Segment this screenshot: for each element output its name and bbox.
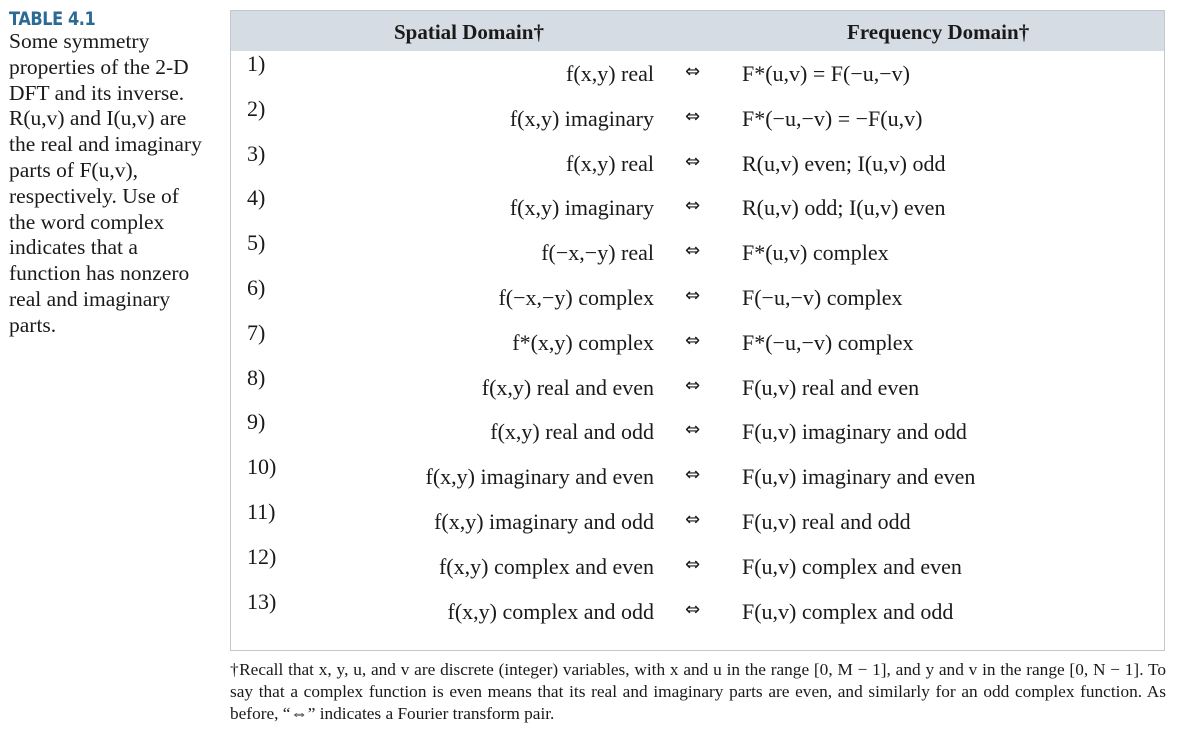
footnote: †Recall that x, y, u, and v are discrete (integer) variables, with x and u in the range [0, M − 1], and y and v in the range [0, N − 1]. To say that a complex function is even means that its real and imaginary parts are even, and similarly for an odd complex function. As before, “⇔” indicates a Fourier transform pair. [230, 660, 1166, 723]
transform-pair-arrow: ⇔ [685, 150, 701, 172]
transform-pair-arrow: ⇔ [685, 598, 701, 620]
spatial-cell: f(x,y) real and even [481, 374, 654, 400]
row-number: 9) [247, 409, 266, 435]
frequency-cell: F(u,v) real and odd [742, 509, 911, 534]
table-row [231, 275, 1164, 325]
frequency-cell: F(u,v) real and even [742, 374, 920, 400]
frequency-cell: R(u,v) odd; I(u,v) even [742, 195, 946, 221]
row-number: 12) [247, 543, 277, 569]
row-number: 3) [247, 140, 266, 166]
frequency-cell: F(u,v) complex and odd [742, 598, 954, 624]
table-row [231, 95, 1164, 146]
transform-pair-arrow: ⇔ [685, 419, 701, 441]
row-number: 2) [247, 95, 266, 121]
table-row [231, 319, 1164, 370]
spatial-cell: f(x,y) real and odd [490, 419, 654, 445]
header-frequency-domain: Frequency Domain† [847, 20, 1030, 44]
frequency-cell: F(u,v) imaginary and odd [742, 419, 967, 445]
spatial-cell: f(x,y) real [566, 150, 654, 176]
row-number: 1) [247, 51, 266, 76]
spatial-cell: f(−x,−y) real [541, 240, 654, 266]
transform-pair-arrow: ⇔ [685, 105, 701, 127]
table-row [231, 588, 1164, 639]
caption-text: Some symmetry properties of the 2-D DFT and its inverse. R(u,v) and I(u,v) are the real and imaginary parts of F(u,v), respectively. Use of the word complex indicates that a function has nonzero real and imaginary parts. [9, 29, 202, 337]
row-number: 13) [247, 588, 277, 614]
spatial-cell: f(x,y) imaginary [509, 195, 654, 221]
table-row [231, 543, 1164, 594]
frequency-cell: F(u,v) complex and even [742, 553, 962, 579]
table-row [231, 499, 1164, 549]
row-number: 10) [247, 454, 277, 480]
spatial-cell: f(x,y) imaginary and even [425, 464, 654, 490]
transform-pair-arrow: ⇔ [685, 195, 701, 217]
frequency-cell: F(−u,−v) complex [742, 285, 903, 310]
spatial-cell: f(x,y) complex and odd [447, 598, 654, 624]
transform-pair-arrow: ⇔ [685, 61, 701, 82]
table-row [231, 185, 1164, 235]
spatial-cell: f(x,y) imaginary [509, 105, 654, 131]
table-header [231, 11, 1164, 51]
table-caption [9, 8, 209, 339]
transform-pair-arrow: ⇔ [685, 553, 701, 575]
transform-pair-arrow: ⇔ [685, 464, 701, 486]
row-number: 8) [247, 364, 266, 390]
row-number: 7) [247, 319, 266, 345]
table-row [231, 230, 1164, 280]
row-number: 5) [247, 230, 266, 256]
header-spatial-domain: Spatial Domain† [394, 20, 544, 44]
table-row [231, 364, 1164, 415]
transform-pair-arrow: ⇔ [685, 240, 701, 262]
frequency-cell: F*(u,v) complex [742, 240, 889, 266]
spatial-cell: f*(x,y) complex [512, 329, 654, 355]
frequency-cell: F*(u,v) = F(−u,−v) [742, 61, 910, 86]
row-number: 4) [247, 185, 266, 211]
spatial-cell: f(x,y) real [566, 61, 654, 86]
spatial-cell: f(x,y) complex and even [438, 553, 654, 579]
row-number: 6) [247, 275, 266, 300]
transform-pair-arrow: ⇔ [685, 374, 701, 396]
spatial-cell: f(−x,−y) complex [498, 285, 654, 310]
transform-pair-arrow: ⇔ [685, 329, 701, 351]
frequency-cell: F*(−u,−v) = −F(u,v) [742, 105, 923, 131]
frequency-cell: R(u,v) even; I(u,v) odd [742, 150, 946, 176]
symmetry-table [230, 10, 1165, 651]
transform-pair-arrow: ⇔ [685, 509, 701, 530]
table-row [231, 409, 1164, 459]
table-title: TABLE 4.1 [9, 8, 96, 30]
table-row [231, 454, 1164, 504]
transform-pair-arrow: ⇔ [685, 285, 701, 306]
table-row [231, 51, 1164, 101]
row-number: 11) [247, 499, 276, 524]
spatial-cell: f(x,y) imaginary and odd [434, 509, 654, 534]
frequency-cell: F(u,v) imaginary and even [742, 464, 976, 490]
frequency-cell: F*(−u,−v) complex [742, 329, 914, 355]
table-row [231, 140, 1164, 191]
